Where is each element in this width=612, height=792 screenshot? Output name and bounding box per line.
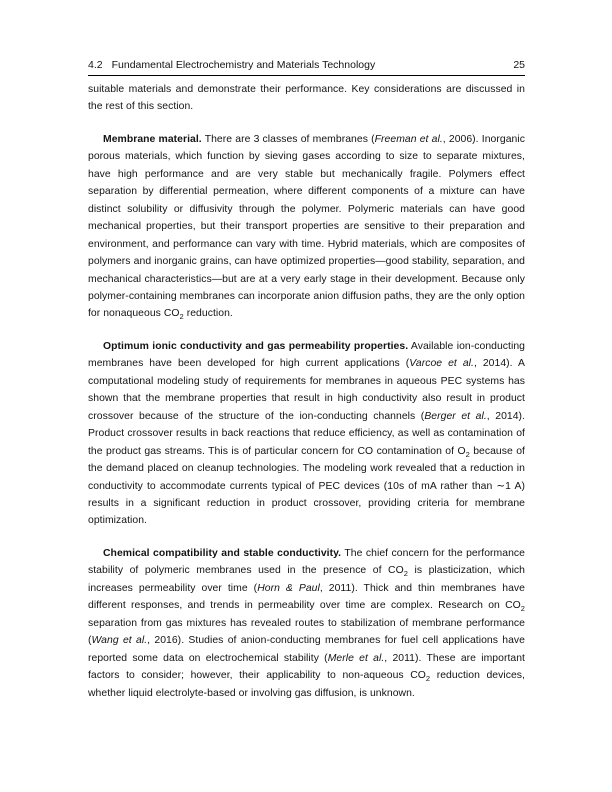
paragraph	[88, 81, 525, 116]
paragraph	[88, 545, 525, 702]
text-segment: There are 3 classes of membranes (	[201, 133, 375, 145]
text-segment: , 2014). A computational modeling study of requirements for membranes in aqueous PEC systems has shown that the membrane properties that result in high conductivity also result in product crossover because of the structure of the ion-conducting channels (	[88, 358, 525, 422]
text-segment: reduction.	[183, 308, 233, 320]
body-text	[88, 81, 525, 717]
run-in-heading: Optimum ionic conductivity and gas permeability properties.	[103, 340, 409, 352]
run-in-heading: Chemical compatibility and stable conductivity.	[103, 547, 342, 559]
text-segment: suitable materials and demonstrate their performance. Key considerations are discussed in the rest of this section.	[88, 84, 525, 113]
citation: Horn & Paul	[257, 582, 320, 594]
subscript: 2	[179, 312, 184, 322]
citation: Berger et al.	[424, 410, 487, 422]
text-segment: , 2011). Thick and thin membranes have different responses, and trends in permeability over time are complex. Research on CO	[88, 582, 526, 612]
subscript: 2	[403, 569, 408, 579]
text-segment: , 2014). Product crossover results in back reactions that reduce efficiency, as well as contamination of the product gas streams. This is of particular concern for CO contamination of O	[88, 410, 525, 457]
text-segment: reduction devices, whether liquid electrolyte-based or involving gas diffusion, is unknown.	[88, 670, 525, 699]
text-segment: Available ion-conducting membranes have been developed for high current applications (	[88, 340, 525, 370]
citation: Wang et al.	[91, 635, 148, 647]
section-number: 4.2	[88, 59, 103, 71]
running-header	[88, 59, 525, 76]
text-segment: , 2006). Inorganic porous materials, which function by sieving gases according to size to separate mixtures, have high performance and are very stable but mechanically fragile. Polymers effect separation by differential permeation, where different components of a mixture can have distinct solubility or diffusivity through the polymer. Polymeric materials can have good mechanical properties, but their transport properties are sensitive to their preparation and environment, and performance can vary with time. Hybrid materials, which are composites of polymers and inorganic grains, can have optimized properties—good stability, separation, and mechanical characteristics—but are at a very early stage in their development. Because only polymer-containing membranes can incorporate anion diffusion paths, they are the only option for nonaqueous CO	[88, 133, 525, 320]
text-segment: is plasticization, which increases permeability over time (	[88, 565, 526, 594]
citation: Freeman et al.	[374, 133, 443, 145]
running-header-section	[88, 59, 375, 71]
run-in-heading: Membrane material.	[103, 133, 202, 145]
subscript: 2	[465, 449, 470, 459]
text-segment: because of the demand placed on cleanup technologies. The modeling work revealed that a reduction in conductivity to accommodate currents typical of PEC devices (10s of mA rather than ∼1 A) results in a significant reduction in product crossover, providing criteria for membrane optimization.	[88, 445, 525, 527]
page-number: 25	[513, 59, 525, 71]
text-segment: , 2016). Studies of anion-conducting membranes for fuel cell applications have reported some data on electrochemical stability (	[88, 635, 525, 664]
subscript: 2	[520, 604, 525, 614]
subscript: 2	[425, 674, 431, 684]
section-title: Fundamental Electrochemistry and Materials Technology	[111, 59, 376, 71]
paragraph	[88, 131, 525, 323]
citation: Varcoe et al.	[409, 358, 474, 370]
text-segment: The chief concern for the performance stability of polymeric membranes used in the presence of CO	[88, 547, 525, 577]
text-segment: , 2011). These are important factors to consider; however, their applicability to non-aqueous CO	[88, 652, 525, 682]
citation: Merle et al.	[327, 652, 385, 664]
text-segment: separation from gas mixtures has revealed routes to stabilization of membrane performance (	[88, 617, 525, 647]
paragraph	[88, 338, 525, 530]
